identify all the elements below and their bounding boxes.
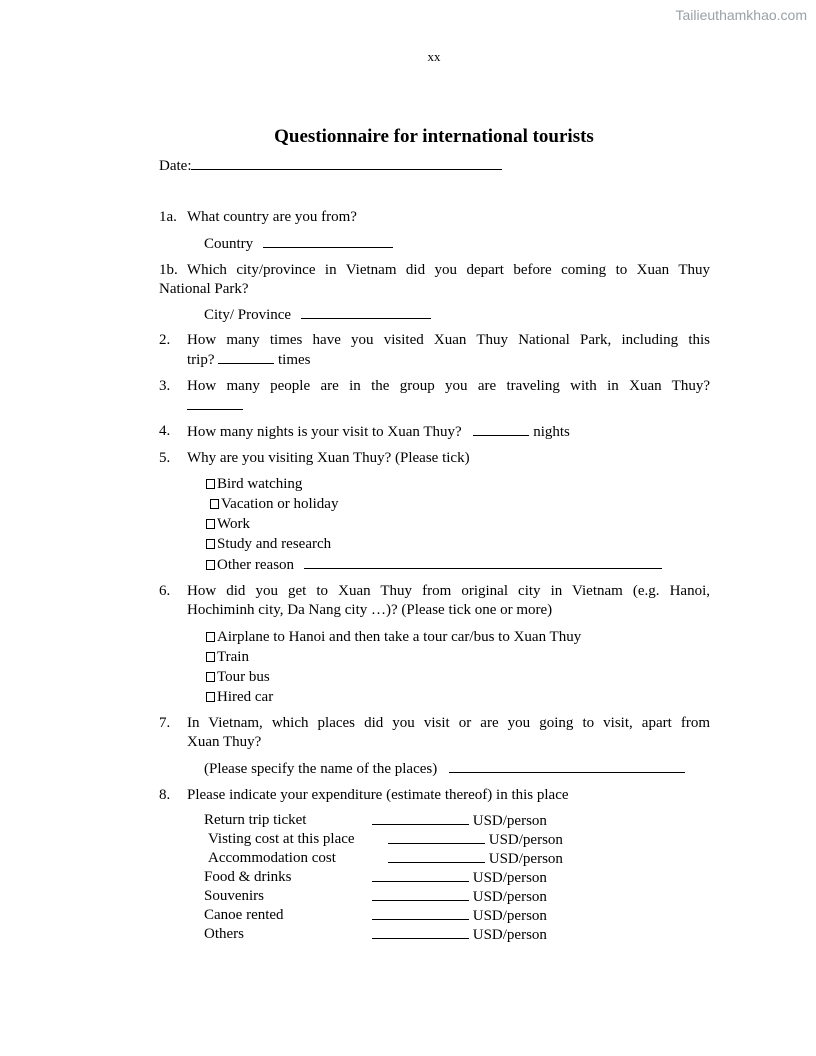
q7-line2: Xuan Thuy? <box>187 734 262 750</box>
q4-nights-field[interactable] <box>473 422 529 436</box>
q5-option[interactable] <box>206 475 302 494</box>
q3-number: 3. <box>159 378 171 394</box>
q5-text: Why are you visiting Xuan Thuy? (Please tick) <box>187 450 470 466</box>
expense-unit: USD/person <box>472 870 547 886</box>
q5-option-label: Study and research <box>217 536 332 552</box>
q7-line1: In Vietnam, which places did you visit or are you going to visit, apart from <box>187 715 710 731</box>
q4-suffix: nights <box>533 424 570 440</box>
expense-field[interactable] <box>388 830 485 844</box>
checkbox-icon[interactable] <box>206 539 215 549</box>
q6-line1: How did you get to Xuan Thuy from original city in Vietnam (e.g. Hanoi, <box>187 583 710 599</box>
expense-label: Others <box>204 926 244 942</box>
q7-places-line <box>204 759 685 779</box>
q2-line2-suffix: times <box>278 352 311 368</box>
watermark: Tailieuthamkhao.com <box>675 7 807 23</box>
expense-unit: USD/person <box>488 832 563 848</box>
checkbox-icon[interactable] <box>206 479 215 489</box>
q5-number: 5. <box>159 450 171 466</box>
q1b-line2: National Park? <box>159 281 249 297</box>
expense-unit: USD/person <box>472 813 547 829</box>
q5-option[interactable] <box>206 555 662 575</box>
expense-label: Visting cost at this place <box>208 831 355 847</box>
q6-line2: Hochiminh city, Da Nang city …)? (Please tick one or more) <box>187 602 553 618</box>
expense-label: Accommodation cost <box>208 850 336 866</box>
checkbox-icon[interactable] <box>206 692 215 702</box>
expense-row-entry <box>388 830 563 850</box>
expense-unit: USD/person <box>472 908 547 924</box>
date-line <box>159 156 502 176</box>
q2-times-field[interactable] <box>218 350 274 364</box>
q6-option-label: Train <box>217 649 249 665</box>
q2-line2-prefix: trip? <box>187 352 215 368</box>
expense-unit: USD/person <box>472 927 547 943</box>
date-label: Date: <box>159 158 192 174</box>
q4-line <box>187 422 570 442</box>
q3-line1: How many people are in the group you are traveling with in Xuan Thuy? <box>187 378 710 394</box>
checkbox-icon[interactable] <box>206 632 215 642</box>
expense-field[interactable] <box>372 868 469 882</box>
page-title: Questionnaire for international tourists <box>274 126 594 147</box>
city-province-label: City/ Province <box>204 307 292 323</box>
q5-option-label: Work <box>217 516 250 532</box>
q1b-city-line <box>204 305 431 325</box>
q3-people-field[interactable] <box>187 396 243 410</box>
q5-option[interactable] <box>210 495 338 514</box>
q1b-line1: 1b. Which city/province in Vietnam did you depart before coming to Xuan Thuy <box>159 262 710 278</box>
q5-option[interactable] <box>206 515 250 534</box>
q6-option-label: Tour bus <box>217 669 270 685</box>
expense-row-entry <box>372 811 547 831</box>
q8-text: Please indicate your expenditure (estimate thereof) in this place <box>187 787 569 803</box>
expense-label: Souvenirs <box>204 888 264 904</box>
checkbox-icon[interactable] <box>210 499 219 509</box>
city-province-field[interactable] <box>301 305 431 319</box>
checkbox-icon[interactable] <box>206 519 215 529</box>
expense-unit: USD/person <box>488 851 563 867</box>
country-label: Country <box>204 236 254 252</box>
q1a-number: 1a. <box>159 209 177 225</box>
q5-option-label: Other reason <box>217 557 295 573</box>
checkbox-icon[interactable] <box>206 672 215 682</box>
expense-row-entry <box>372 906 547 926</box>
q5-option-label: Vacation or holiday <box>221 496 339 512</box>
q6-option[interactable] <box>206 648 249 667</box>
date-field[interactable] <box>191 156 502 170</box>
expense-unit: USD/person <box>472 889 547 905</box>
expense-label: Canoe rented <box>204 907 284 923</box>
expense-label: Food & drinks <box>204 869 292 885</box>
q4-text: How many nights is your visit to Xuan Thuy? <box>187 424 462 440</box>
checkbox-icon[interactable] <box>206 652 215 662</box>
q2-number: 2. <box>159 332 171 348</box>
q2-line1: How many times have you visited Xuan Thuy National Park, including this <box>187 332 710 348</box>
expense-row-entry <box>372 868 547 888</box>
q1a-text: What country are you from? <box>187 209 357 225</box>
expense-field[interactable] <box>372 887 469 901</box>
q1a-country-line <box>204 234 393 254</box>
q6-option[interactable] <box>206 668 270 687</box>
places-field[interactable] <box>449 759 685 773</box>
expense-row-entry <box>388 849 563 869</box>
expense-field[interactable] <box>372 906 469 920</box>
q6-option[interactable] <box>206 628 581 647</box>
q7-number: 7. <box>159 715 171 731</box>
q6-option-label: Airplane to Hanoi and then take a tour car/bus to Xuan Thuy <box>217 629 582 645</box>
q6-option-label: Hired car <box>217 689 274 705</box>
expense-field[interactable] <box>388 849 485 863</box>
expense-label: Return trip ticket <box>204 812 307 828</box>
country-field[interactable] <box>263 234 393 248</box>
q2-line2 <box>187 350 311 370</box>
expense-row-entry <box>372 887 547 907</box>
q6-number: 6. <box>159 583 171 599</box>
q8-number: 8. <box>159 787 171 803</box>
q5-option[interactable] <box>206 535 331 554</box>
checkbox-icon[interactable] <box>206 560 215 570</box>
q5-option-label: Bird watching <box>217 476 303 492</box>
page-number: xx <box>427 49 441 64</box>
expense-field[interactable] <box>372 811 469 825</box>
expense-row-entry <box>372 925 547 945</box>
expense-field[interactable] <box>372 925 469 939</box>
q6-option[interactable] <box>206 688 273 707</box>
q4-number: 4. <box>159 423 171 439</box>
q3-answer-line <box>187 396 243 416</box>
other-reason-field[interactable] <box>304 555 662 569</box>
places-label: (Please specify the name of the places) <box>204 761 438 777</box>
